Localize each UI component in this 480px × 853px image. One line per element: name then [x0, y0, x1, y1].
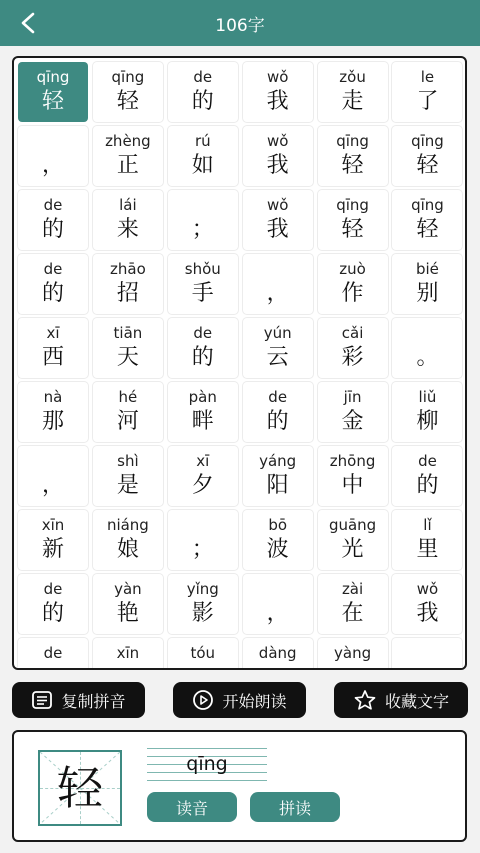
character-cell[interactable]	[93, 638, 163, 670]
character-cell[interactable]	[93, 510, 163, 570]
cell-character: ，	[41, 473, 64, 498]
cell-pinyin: niáng	[106, 516, 149, 534]
start-reading-label: 开始朗读	[222, 691, 287, 711]
play-circle-icon	[192, 689, 214, 711]
character-cell[interactable]	[392, 574, 462, 634]
character-cell[interactable]	[93, 126, 163, 186]
character-cell[interactable]	[243, 62, 313, 122]
cell-pinyin: bō	[268, 516, 288, 534]
cell-character: 我	[266, 217, 289, 242]
cell-pinyin: wǒ	[416, 580, 439, 598]
selected-pinyin: qīng	[186, 753, 228, 775]
cell-pinyin: qīng	[411, 196, 444, 214]
character-cell[interactable]	[18, 62, 88, 122]
cell-character: 的	[416, 473, 439, 498]
cell-character: ，	[266, 601, 289, 626]
cell-character: 西	[41, 345, 64, 370]
character-cell[interactable]	[318, 62, 388, 122]
cell-character: 光	[341, 537, 364, 562]
cell-character: ，	[266, 281, 289, 306]
character-cell[interactable]	[243, 510, 313, 570]
character-cell[interactable]	[392, 190, 462, 250]
character-cell[interactable]	[392, 126, 462, 186]
character-cell[interactable]	[243, 318, 313, 378]
start-reading-button[interactable]	[173, 682, 306, 718]
pronounce-button[interactable]: 读音	[147, 792, 237, 822]
cell-character: 别	[416, 281, 439, 306]
cell-character: 阳	[266, 473, 289, 498]
cell-pinyin: bié	[415, 260, 439, 278]
character-cell[interactable]	[18, 318, 88, 378]
character-cell[interactable]	[93, 382, 163, 442]
character-cell[interactable]	[18, 510, 88, 570]
cell-pinyin: hé	[118, 388, 138, 406]
cell-pinyin: de	[193, 324, 213, 342]
cell-character: 轻	[116, 89, 139, 114]
character-cell[interactable]	[392, 254, 462, 314]
character-cell[interactable]	[93, 446, 163, 506]
copy-pinyin-button[interactable]	[12, 682, 145, 718]
cell-pinyin: zhāo	[110, 260, 146, 278]
cell-pinyin: yàn	[114, 580, 142, 598]
character-cell[interactable]	[392, 638, 462, 670]
cell-character: 云	[266, 345, 289, 370]
cell-pinyin: rú	[194, 132, 211, 150]
cell-character: 波	[266, 537, 289, 562]
cell-pinyin: shǒu	[184, 260, 221, 278]
cell-character: ；	[191, 217, 214, 242]
character-cell[interactable]	[168, 446, 238, 506]
character-cell[interactable]	[168, 62, 238, 122]
cell-pinyin: jīn	[343, 388, 362, 406]
character-cell[interactable]	[243, 126, 313, 186]
character-cell[interactable]	[168, 510, 238, 570]
cell-pinyin: xīn	[41, 516, 65, 534]
cell-character: 新	[41, 537, 64, 562]
cell-character: 轻	[41, 89, 64, 114]
cell-pinyin: zhèng	[105, 132, 151, 150]
cell-pinyin: de	[268, 388, 288, 406]
cell-pinyin: lái	[119, 196, 137, 214]
character-cell[interactable]	[168, 318, 238, 378]
cell-character: 作	[341, 281, 364, 306]
character-grid-panel[interactable]	[12, 56, 467, 670]
cell-character: 的	[41, 217, 64, 242]
cell-character: 我	[416, 601, 439, 626]
character-cell[interactable]	[168, 126, 238, 186]
character-cell[interactable]	[243, 446, 313, 506]
cell-pinyin: nà	[43, 388, 63, 406]
cell-character: 彩	[341, 345, 364, 370]
cell-character: 轻	[341, 153, 364, 178]
cell-character: 正	[116, 153, 139, 178]
character-cell[interactable]	[318, 318, 388, 378]
cell-pinyin: qīng	[411, 132, 444, 150]
character-cell[interactable]	[318, 638, 388, 670]
cell-pinyin: zǒu	[339, 68, 366, 86]
cell-character: 的	[41, 281, 64, 306]
cell-pinyin: pàn	[188, 388, 217, 406]
cell-pinyin: qīng	[36, 68, 70, 86]
copy-pinyin-label: 复制拼音	[61, 691, 126, 711]
cell-character: 金	[341, 409, 364, 434]
cell-pinyin: de	[43, 644, 63, 662]
star-icon	[353, 689, 377, 711]
cell-pinyin: xīn	[116, 644, 140, 662]
character-cell[interactable]	[18, 190, 88, 250]
cell-pinyin: yǐng	[186, 580, 219, 598]
character-cell[interactable]	[93, 254, 163, 314]
character-cell[interactable]	[168, 574, 238, 634]
character-cell[interactable]	[168, 254, 238, 314]
character-cell[interactable]	[18, 254, 88, 314]
character-cell[interactable]	[93, 190, 163, 250]
character-cell[interactable]	[18, 446, 88, 506]
top-bar	[0, 0, 480, 46]
character-cell[interactable]	[243, 190, 313, 250]
character-cell[interactable]	[318, 574, 388, 634]
character-cell[interactable]	[18, 126, 88, 186]
character-cell[interactable]	[318, 126, 388, 186]
cell-pinyin: qīng	[336, 196, 369, 214]
cell-pinyin: de	[43, 196, 63, 214]
cell-pinyin: xī	[46, 324, 60, 342]
favorite-text-button[interactable]	[334, 682, 468, 718]
cell-pinyin: tiān	[113, 324, 143, 342]
cell-pinyin: shì	[117, 452, 139, 470]
cell-pinyin: liǔ	[418, 388, 437, 406]
cell-character: 河	[116, 409, 139, 434]
cell-character: 影	[191, 601, 214, 626]
cell-pinyin: xī	[196, 452, 210, 470]
cell-pinyin: cǎi	[341, 324, 364, 342]
cell-character: 的	[266, 409, 289, 434]
cell-character: ；	[191, 537, 214, 562]
cell-character: 天	[116, 345, 139, 370]
cell-character: 我	[266, 153, 289, 178]
cell-pinyin: le	[420, 68, 435, 86]
page-title: 106字	[215, 15, 265, 36]
document-lines-icon	[31, 690, 53, 710]
cell-character: 在	[341, 601, 364, 626]
cell-character: 的	[191, 345, 214, 370]
cell-character: 艳	[116, 601, 139, 626]
character-cell[interactable]	[392, 510, 462, 570]
character-cell[interactable]	[18, 382, 88, 442]
character-cell[interactable]	[243, 638, 313, 670]
cell-character: 走	[341, 89, 364, 114]
cell-pinyin: wǒ	[266, 68, 289, 86]
character-cell[interactable]	[168, 382, 238, 442]
character-cell[interactable]	[168, 638, 238, 670]
character-cell[interactable]	[392, 446, 462, 506]
cell-character: 如	[191, 153, 214, 178]
character-cell[interactable]	[168, 190, 238, 250]
cell-pinyin: wǒ	[266, 196, 289, 214]
character-cell[interactable]	[318, 446, 388, 506]
cell-character: 手	[191, 281, 214, 306]
cell-character: 轻	[341, 217, 364, 242]
cell-pinyin: guāng	[328, 516, 377, 534]
cell-pinyin: zhōng	[329, 452, 376, 470]
character-cell[interactable]	[93, 318, 163, 378]
cell-character: 里	[416, 537, 439, 562]
character-grid	[18, 62, 463, 670]
action-bar	[12, 682, 468, 718]
chevron-left-icon	[19, 12, 39, 34]
cell-character: 那	[41, 409, 64, 434]
character-cell[interactable]	[18, 638, 88, 670]
character-cell[interactable]	[318, 190, 388, 250]
cell-character: 了	[416, 89, 439, 114]
character-cell[interactable]	[392, 62, 462, 122]
character-cell[interactable]	[392, 318, 462, 378]
character-cell[interactable]	[18, 574, 88, 634]
cell-pinyin: wǒ	[266, 132, 289, 150]
cell-pinyin: de	[43, 260, 63, 278]
cell-pinyin: de	[193, 68, 213, 86]
cell-character: 畔	[191, 409, 214, 434]
cell-character: ，	[41, 153, 64, 178]
character-cell[interactable]	[93, 62, 163, 122]
character-cell[interactable]	[318, 510, 388, 570]
cell-pinyin: lǐ	[423, 516, 432, 534]
cell-pinyin: yàng	[334, 644, 372, 662]
cell-pinyin: dàng	[258, 644, 297, 662]
cell-character: 中	[341, 473, 364, 498]
character-cell[interactable]	[93, 574, 163, 634]
character-cell[interactable]	[243, 254, 313, 314]
cell-pinyin: de	[43, 580, 63, 598]
cell-pinyin: de	[418, 452, 437, 470]
cell-character: 我	[266, 89, 289, 114]
cell-character: 轻	[416, 217, 439, 242]
cell-pinyin: zuò	[339, 260, 366, 278]
cell-pinyin: yún	[263, 324, 292, 342]
character-cell[interactable]	[243, 382, 313, 442]
character-cell[interactable]	[318, 254, 388, 314]
character-cell[interactable]	[318, 382, 388, 442]
character-practice-box	[38, 750, 122, 826]
character-cell[interactable]	[243, 574, 313, 634]
cell-character: 的	[41, 601, 64, 626]
cell-pinyin: qīng	[111, 68, 145, 86]
cell-character: 柳	[416, 409, 439, 434]
cell-character: 夕	[191, 473, 214, 498]
character-cell[interactable]	[392, 382, 462, 442]
selected-character: 轻	[57, 761, 103, 815]
cell-character: 娘	[116, 537, 139, 562]
cell-character: 轻	[416, 153, 439, 178]
character-detail-panel	[12, 730, 467, 842]
cell-character: 。	[416, 345, 439, 370]
back-button[interactable]	[14, 8, 44, 38]
cell-pinyin: qīng	[336, 132, 369, 150]
cell-character: 是	[116, 473, 139, 498]
spell-read-button[interactable]: 拼读	[250, 792, 340, 822]
cell-pinyin: tóu	[190, 644, 216, 662]
cell-character: 来	[116, 217, 139, 242]
cell-character: 招	[116, 281, 139, 306]
favorite-text-label: 收藏文字	[384, 691, 449, 711]
cell-character: 的	[191, 89, 214, 114]
cell-pinyin: zài	[341, 580, 364, 598]
cell-pinyin: yáng	[259, 452, 297, 470]
